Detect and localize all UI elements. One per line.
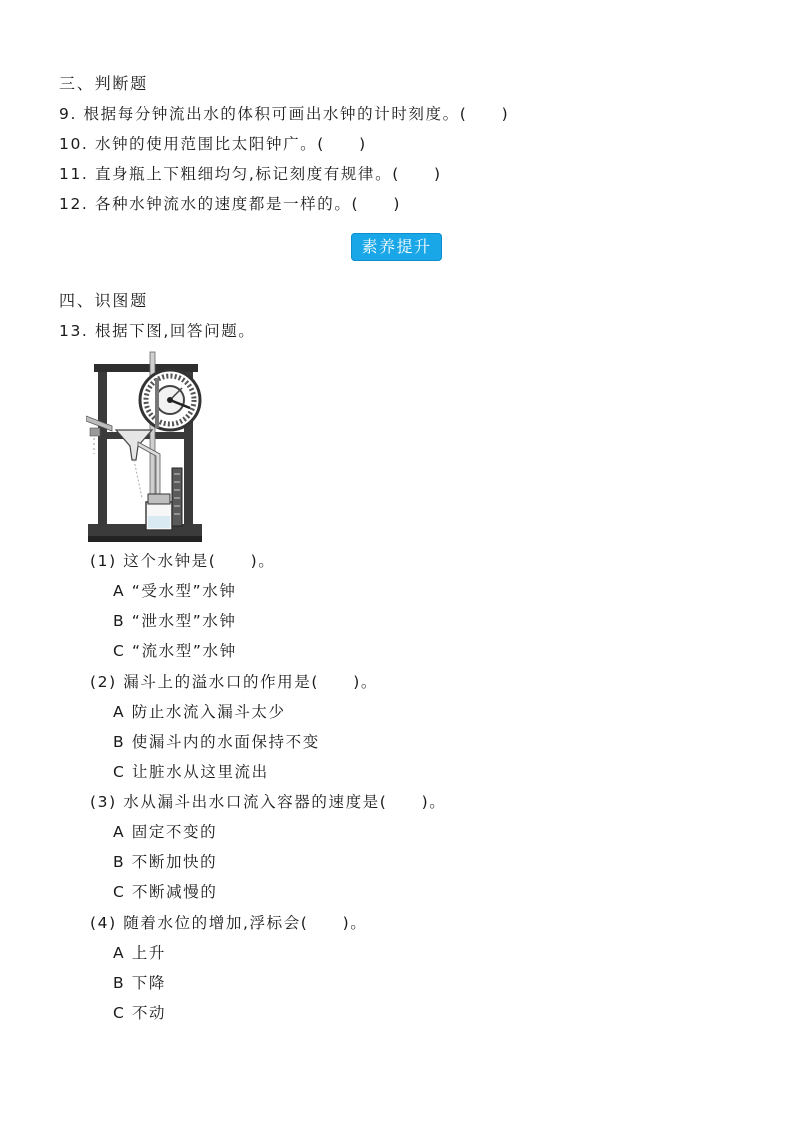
- subquestion-1-option-c: C “流水型”水钟: [113, 642, 237, 660]
- subquestion-1-option-a: A “受水型”水钟: [113, 582, 237, 600]
- question-12: 12. 各种水钟流水的速度都是一样的。( ): [59, 195, 401, 213]
- frame-top-beam: [94, 364, 198, 372]
- subquestion-4: (4) 随着水位的增加,浮标会( )。: [90, 914, 368, 932]
- question-11: 11. 直身瓶上下粗细均匀,标记刻度有规律。( ): [59, 165, 442, 183]
- question-13: 13. 根据下图,回答问题。: [59, 322, 256, 340]
- section-heading-diagram: 四、识图题: [59, 291, 149, 310]
- subquestion-2: (2) 漏斗上的溢水口的作用是( )。: [90, 673, 378, 691]
- literacy-improvement-badge: 素养提升: [351, 233, 442, 261]
- section-heading-judgement: 三、判断题: [59, 74, 149, 93]
- subquestion-2-option-c: C 让脏水从这里流出: [113, 763, 269, 781]
- subquestion-4-option-c: C 不动: [113, 1004, 167, 1022]
- subquestion-1-option-b: B “泄水型”水钟: [113, 612, 237, 630]
- subquestion-4-option-a: A 上升: [113, 944, 166, 962]
- frame-left-post: [98, 368, 107, 526]
- subquestion-2-option-a: A 防止水流入漏斗太少: [113, 703, 286, 721]
- water-clock-figure: [86, 350, 206, 546]
- subquestion-3-option-c: C 不断减慢的: [113, 883, 218, 901]
- scale-tank: [172, 468, 182, 526]
- subquestion-2-option-b: B 使漏斗内的水面保持不变: [113, 733, 320, 751]
- question-10: 10. 水钟的使用范围比太阳钟广。( ): [59, 135, 367, 153]
- subquestion-1: (1) 这个水钟是( )。: [90, 552, 276, 570]
- funnel: [116, 430, 152, 460]
- float-block: [148, 494, 170, 504]
- question-9: 9. 根据每分钟流出水的体积可画出水钟的计时刻度。( ): [59, 105, 510, 123]
- subquestion-3-option-a: A 固定不变的: [113, 823, 218, 841]
- subquestion-3-option-b: B 不断加快的: [113, 853, 218, 871]
- water-clock-illustration-icon: [86, 350, 206, 546]
- subquestion-4-option-b: B 下降: [113, 974, 166, 992]
- subquestion-3: (3) 水从漏斗出水口流入容器的速度是( )。: [90, 793, 447, 811]
